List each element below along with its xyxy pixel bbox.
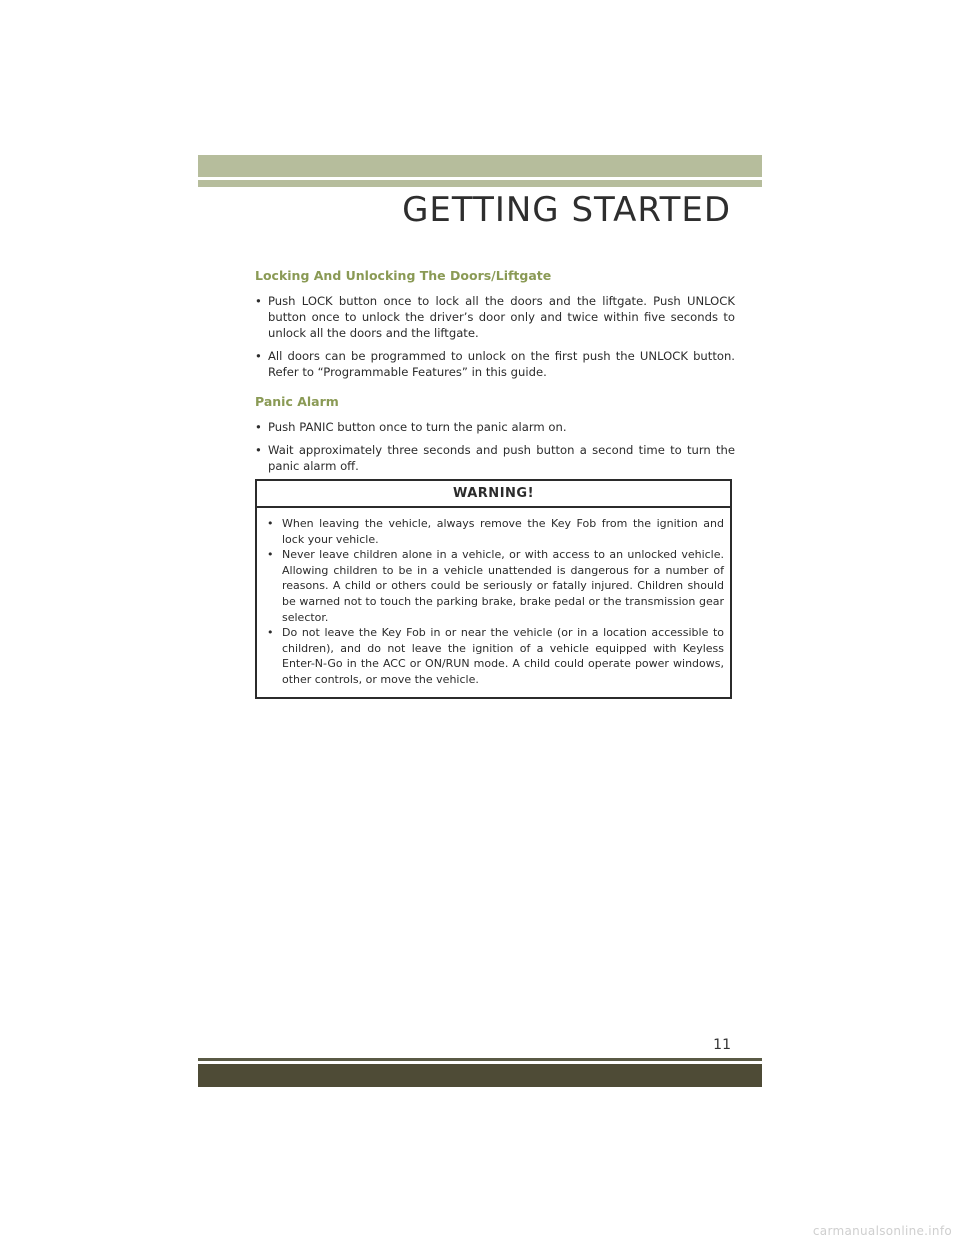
footer-band xyxy=(198,1064,762,1087)
list-item: • All doors can be programmed to unlock on the first push the UNLOCK button. Refer to “Programmable Features” in this guide. xyxy=(255,349,735,379)
section-title: GETTING STARTED xyxy=(402,190,731,230)
locking-list xyxy=(255,293,735,380)
footer-rule xyxy=(198,1058,762,1061)
bullet-glyph: • xyxy=(255,443,262,457)
warning-list xyxy=(257,516,730,688)
bullet-glyph: • xyxy=(267,548,274,562)
heading-locking: Locking And Unlocking The Doors/Liftgate xyxy=(255,268,552,283)
warning-box xyxy=(255,479,732,699)
panic-list xyxy=(255,419,735,474)
list-item: • Push PANIC button once to turn the panic alarm on. xyxy=(255,420,567,434)
bullet-glyph: • xyxy=(267,626,274,640)
bullet-glyph: • xyxy=(267,517,274,530)
header-band xyxy=(198,155,762,177)
list-item: • Do not leave the Key Fob in or near the vehicle (or in a location accessible to children), and do not leave the ignition of a vehicle equipped with Keyless Enter-N-Go in the ACC or ON/RUN mode. A child could operate power windows, other controls, or move the vehicle. xyxy=(267,626,724,686)
page-content xyxy=(255,268,735,481)
bullet-glyph: • xyxy=(255,420,262,434)
heading-panic-alarm: Panic Alarm xyxy=(255,394,339,409)
list-item: • Push LOCK button once to lock all the doors and the liftgate. Push UNLOCK button once to unlock the driver’s door only and twice within five seconds to unlock all the doors and the liftgate. xyxy=(255,294,735,340)
bullet-glyph: • xyxy=(255,349,262,363)
header-rule xyxy=(198,180,762,187)
list-item: • Wait approximately three seconds and push button a second time to turn the panic alarm off. xyxy=(255,443,735,473)
page-number: 11 xyxy=(713,1037,731,1053)
watermark-text: carmanualsonline.info xyxy=(812,1224,952,1238)
list-item: • When leaving the vehicle, always remove the Key Fob from the ignition and lock your vehicle. xyxy=(267,517,724,546)
list-item: • Never leave children alone in a vehicle, or with access to an unlocked vehicle. Allowing children to be in a vehicle unattended is dangerous for a number of reasons. A child or others could be seriously or fatally injured. Children should be warned not to touch the parking brake, brake pedal or the transmission gear selector. xyxy=(267,548,724,624)
bullet-glyph: • xyxy=(255,294,262,308)
warning-title: WARNING! xyxy=(257,481,730,508)
